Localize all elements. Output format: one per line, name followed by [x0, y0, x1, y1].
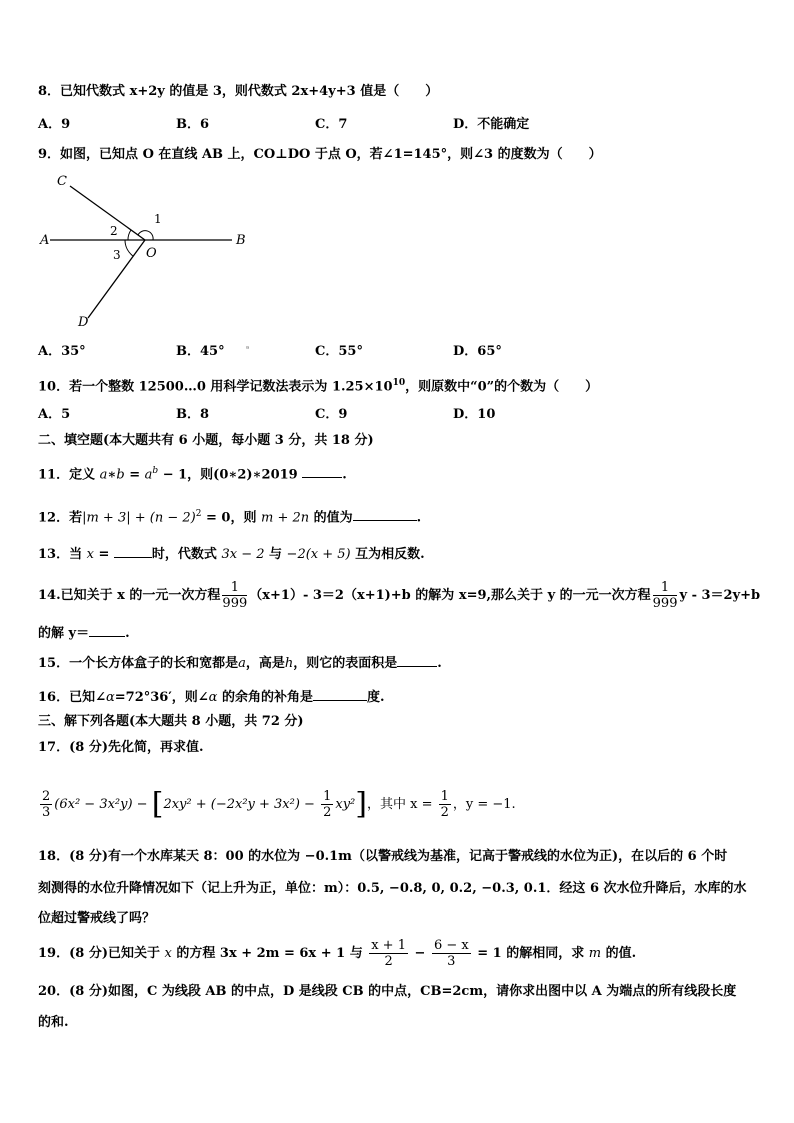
q17-expression: $\frac{2}{3}$ (6x² − 3x²y) − [2xy² + (−2x²y + 3x²) − $\frac{1}{2}$ xy²]，其中 x = $\frac{1}{2}$ ，y = −1.: [42, 786, 516, 822]
label-angle-2: 2: [110, 224, 118, 238]
q13-answer-blank: [114, 545, 152, 558]
q20-line-1: 20．(8 分)如图，C 为线段 AB 的中点，D 是线段 CB 的中点，CB=2cm，请你求出图中以 A 为端点的所有线段长度: [38, 984, 737, 999]
q8-option-a: A．9: [38, 117, 71, 132]
q10-option-b: B．8: [176, 407, 210, 422]
q11-answer-blank: [302, 465, 342, 478]
q8-option-b: B．6: [176, 117, 210, 132]
label-angle-3: 3: [113, 248, 121, 262]
q16-answer-blank: [313, 688, 367, 701]
q9-geometry-figure: [30, 168, 270, 333]
q18-line-2: 刻测得的水位升降情况如下（记上升为正，单位：m）：0.5, −0.8, 0, 0.2, −0.3, 0.1．经这 6 次水位升降后，水库的水: [38, 881, 747, 896]
q8-stem: 8．已知代数式 x+2y 的值是 3，则代数式 2x+4y+3 值是（ ）: [38, 84, 439, 99]
q12-answer-blank: [353, 508, 417, 521]
label-b: B: [236, 233, 246, 248]
label-o: O: [146, 246, 157, 261]
q20-line-2: 的和.: [38, 1015, 69, 1030]
q9-option-a: A．35°: [38, 344, 86, 359]
q14-line-1: 14.已知关于 x 的一元一次方程 $\frac{1}{999}$ （x+1）- 3＝2（x+1)+b 的解为 x=9,那么关于 y 的一元一次方程 $\frac{1}{999}$ y - 3＝2y+b: [38, 580, 761, 611]
q10-option-c: C．9: [315, 407, 348, 422]
q15-answer-blank: [397, 654, 437, 667]
label-d: D: [78, 315, 89, 330]
ray-oc: [70, 186, 145, 240]
angle-1-arc: [138, 231, 153, 240]
q9-stem: 9．如图，已知点 O 在直线 AB 上，CO⊥DO 于点 O，若∠1=145°，则∠3 的度数为（ ）: [38, 147, 602, 162]
q15: 15．一个长方体盒子的长和宽都是a，高是h，则它的表面积是 .: [38, 656, 442, 671]
q10-stem: 10．若一个整数 12500…0 用科学记数法表示为 $1.25\times 10^{10}$，则原数中“0”的个数为（ ）: [38, 378, 599, 395]
q10-option-d: D．10: [453, 407, 496, 422]
q9-option-d: D．65°: [453, 344, 502, 359]
q17-stem: 17．(8 分)先化简，再求值.: [38, 740, 204, 755]
label-a: A: [40, 233, 50, 248]
q8-option-c: C．7: [315, 117, 348, 132]
section-2-heading: 二、填空题(本大题共有 6 小题，每小题 3 分，共 18 分): [38, 433, 374, 448]
angle-3-arc: [125, 240, 133, 256]
q16: 16．已知∠α=72°36′，则∠α 的余角的补角是 度.: [38, 690, 385, 705]
angle-2-arc: [128, 230, 131, 240]
stray-mark: ᵃ: [246, 344, 250, 353]
q12: 12．若$|m + 3| + (n - 2)^2 = 0$，则 m + 2n 的值为 .: [38, 509, 422, 526]
label-angle-1: 1: [154, 212, 162, 226]
q11: 11．定义 a∗b = $a^b - 1$，则(0∗2)∗2019 .: [38, 466, 347, 483]
section-3-heading: 三、解下列各题(本大题共 8 小题，共 72 分): [38, 714, 304, 729]
q18-line-3: 位超过警戒线了吗？: [38, 911, 156, 926]
q13: 13．当 x = 时，代数式 3x − 2 与 −2(x + 5) 互为相反数.: [38, 547, 425, 562]
q19: 19．(8 分)已知关于 x 的方程 3x + 2m = 6x + 1 与 $\frac{x + 1}{2}$ − $\frac{6 - x}{3}$ = 1 的解相同，求 m 的值.: [38, 938, 637, 969]
q9-option-c: C．55°: [315, 344, 363, 359]
label-c: C: [57, 174, 67, 189]
q10-option-a: A．5: [38, 407, 71, 422]
q9-option-b: B．45°: [176, 344, 225, 359]
q14-line-2: 的解 y＝ .: [38, 626, 130, 641]
q14-answer-blank: [89, 624, 125, 637]
q8-option-d: D．不能确定: [453, 117, 530, 132]
q18-line-1: 18．(8 分)有一个水库某天 8：00 的水位为 −0.1m（以警戒线为基准，记高于警戒线的水位为正)，在以后的 6 个时: [38, 849, 728, 864]
